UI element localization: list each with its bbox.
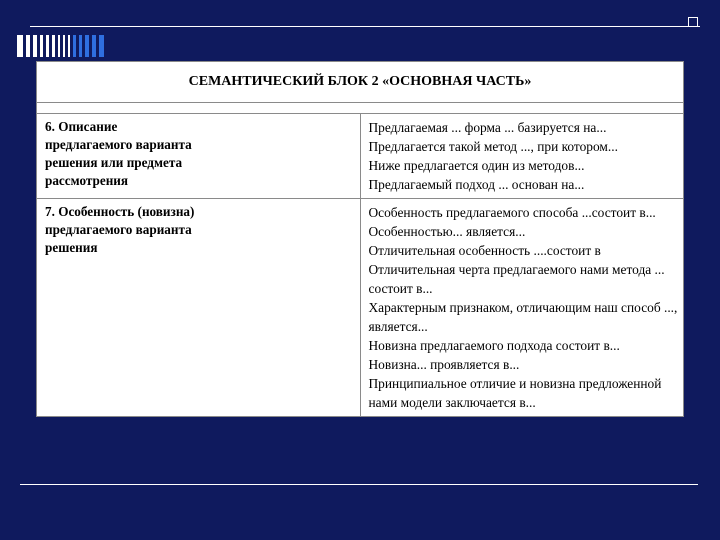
stripe bbox=[26, 35, 30, 57]
phrase: Принципиальное отличие и новизна предложенной bbox=[368, 376, 662, 391]
table-row bbox=[37, 199, 684, 417]
spacer-cell bbox=[37, 103, 684, 114]
phrases-cell bbox=[360, 114, 684, 199]
section-label-cell bbox=[37, 199, 361, 417]
stripe-blue bbox=[85, 35, 89, 57]
spacer-row bbox=[37, 103, 684, 114]
phrase: Предлагаемая ... форма ... базируется на... bbox=[368, 120, 607, 135]
phrase: Предлагаемый подход ... основан на... bbox=[368, 177, 585, 192]
section-label-line: предлагаемого варианта bbox=[45, 222, 192, 237]
phrase: Отличительная черта предлагаемого нами метода ... bbox=[368, 262, 665, 277]
stripe bbox=[68, 35, 70, 57]
phrase: Характерным признаком, отличающим наш способ ..., bbox=[368, 300, 678, 315]
phrase: Ниже предлагается один из методов... bbox=[368, 158, 585, 173]
phrases-cell bbox=[360, 199, 684, 417]
table-title: СЕМАНТИЧЕСКИЙ БЛОК 2 «ОСНОВНАЯ ЧАСТЬ» bbox=[37, 62, 684, 103]
stripe bbox=[40, 35, 43, 57]
semantic-block-table bbox=[36, 61, 684, 417]
stripe-blue bbox=[79, 35, 82, 57]
phrase: Новизна предлагаемого подхода состоит в... bbox=[368, 338, 620, 353]
stripe-blue bbox=[92, 35, 96, 57]
section-label-line: 6. Описание bbox=[45, 119, 118, 134]
stripe bbox=[52, 35, 55, 57]
phrase: Новизна... проявляется в... bbox=[368, 357, 520, 372]
section-label-line: предлагаемого варианта bbox=[45, 137, 192, 152]
section-label-cell bbox=[37, 114, 361, 199]
top-divider-line bbox=[30, 26, 700, 27]
table-row bbox=[37, 114, 684, 199]
bottom-divider-line bbox=[20, 484, 698, 485]
phrase: Особенность предлагаемого способа ...состоит в... bbox=[368, 205, 656, 220]
section-label-line: решения или предмета bbox=[45, 155, 183, 170]
stripe bbox=[46, 35, 49, 57]
stripe bbox=[17, 35, 23, 57]
section-label-line: рассмотрения bbox=[45, 173, 129, 188]
stripe-blue bbox=[99, 35, 104, 57]
stripe-blue bbox=[73, 35, 76, 57]
section-label-line: решения bbox=[45, 240, 98, 255]
phrase: Особенностью... является... bbox=[368, 224, 526, 239]
decorative-stripes bbox=[17, 35, 104, 57]
phrase: нами модели заключается в... bbox=[368, 395, 536, 410]
stripe bbox=[33, 35, 37, 57]
corner-square-icon bbox=[688, 17, 698, 27]
stripe bbox=[63, 35, 65, 57]
stripe bbox=[58, 35, 60, 57]
phrase: является... bbox=[368, 319, 428, 334]
phrase: Отличительная особенность ....состоит в bbox=[368, 243, 601, 258]
phrase: состоит в... bbox=[368, 281, 433, 296]
section-label-line: 7. Особенность (новизна) bbox=[45, 204, 195, 219]
phrase: Предлагается такой метод ..., при котором... bbox=[368, 139, 618, 154]
